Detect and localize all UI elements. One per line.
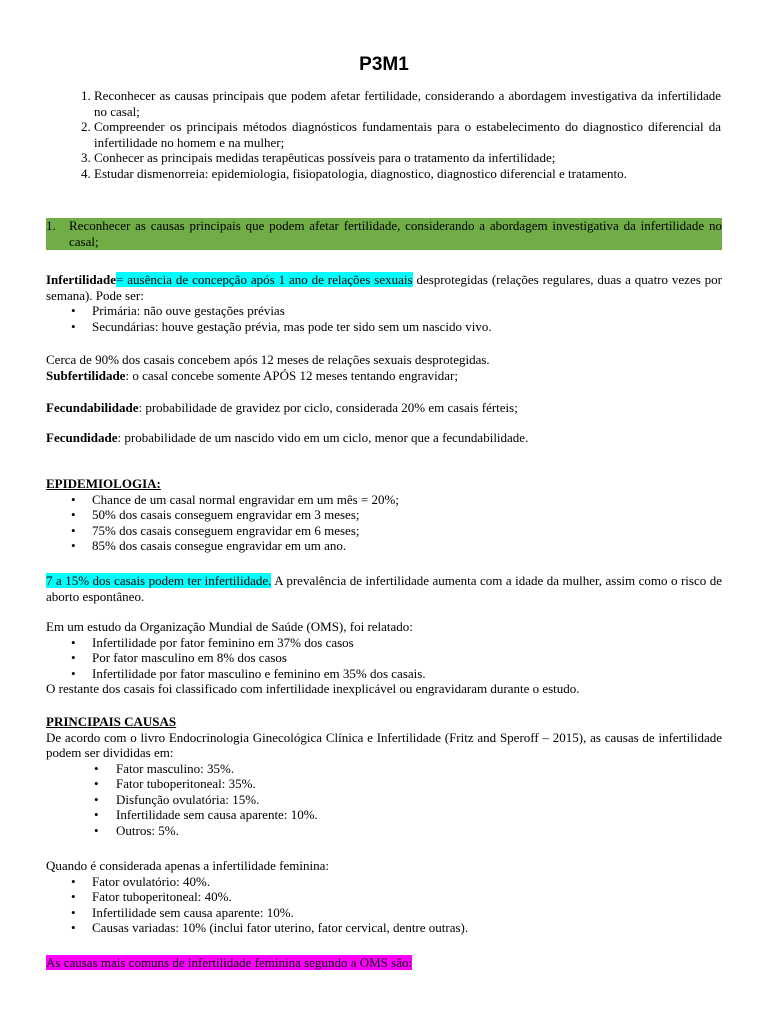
fecundity-paragraph: [46, 430, 722, 446]
female-causes-list: [46, 874, 722, 936]
prevalence-paragraph: [46, 573, 722, 604]
epidemiology-section: [46, 476, 722, 554]
list-item: • Infertilidade sem causa aparente: 10%.: [46, 905, 722, 921]
section-1-heading: [46, 218, 722, 250]
definition-paragraph: [46, 272, 722, 303]
oms-common-causes: [46, 955, 722, 971]
list-item: • Fator masculino: 35%.: [46, 761, 722, 777]
epidemiology-list: [46, 492, 722, 554]
oms-list: [46, 635, 722, 682]
term-infertilidade: Infertilidade: [46, 272, 117, 287]
female-intro: Quando é considerada apenas a infertilidade feminina:: [46, 858, 329, 873]
fertility-stats: [46, 352, 722, 383]
epidemiology-heading: EPIDEMIOLOGIA:: [46, 476, 161, 491]
list-item: • Fator tuboperitoneal: 35%.: [46, 776, 722, 792]
subfertility-text: : o casal concebe somente APÓS 12 meses tentando engravidar;: [125, 367, 458, 383]
list-item: • Por fator masculino em 8% dos casos: [46, 650, 722, 666]
oms-common-highlight: As causas mais comuns de infertilidade feminina segundo a OMS são:: [46, 955, 413, 970]
infertility-definition: [46, 272, 722, 334]
list-item: • Secundárias: houve gestação prévia, mas pode ter sido sem um nascido vivo.: [46, 319, 722, 335]
prevalence-highlight: 7 a 15% dos casais podem ter infertilidade.: [46, 573, 272, 588]
list-item: • 85% dos casais consegue engravidar em um ano.: [46, 538, 722, 554]
definition-rest: desprotegidas (relações regulares, duas a quatro vezes por semana). Pode ser:: [46, 272, 722, 303]
female-causes: [46, 858, 722, 936]
list-item: • 50% dos casais conseguem engravidar em 3 meses;: [46, 507, 722, 523]
list-item: • Infertilidade por fator masculino e feminino em 35% dos casais.: [46, 666, 722, 682]
goals-list: [46, 88, 721, 181]
causes-list: [46, 761, 722, 839]
term-fecundabilidade: Fecundabilidade: [46, 400, 139, 415]
infertility-types-list: [46, 303, 722, 334]
definition-highlight: = ausência de concepção após 1 ano de relações sexuais: [116, 272, 413, 287]
term-fecundidade: Fecundidade: [46, 430, 118, 445]
prevalence: [46, 573, 722, 604]
goal-item: 4. Estudar dismenorreia: epidemiologia, fisiopatologia, diagnostico, diagnostico diferencial e tratamento.: [94, 166, 721, 182]
fecundity-text: : probabilidade de um nascido vido em um ciclo, menor que a fecundabilidade.: [117, 430, 529, 445]
causes-section: [46, 714, 722, 838]
ninety-percent-text: Cerca de 90% dos casais concebem após 12 meses de relações sexuais desprotegidas.: [46, 352, 490, 367]
goal-item: 2. Compreender os principais métodos diagnósticos fundamentais para o estabelecimento do diagnostico diferencial da infertilidade no homem e na mulher;: [94, 119, 721, 150]
list-item: • Fator tuboperitoneal: 40%.: [46, 889, 722, 905]
list-item: • Infertilidade sem causa aparente: 10%.: [46, 807, 722, 823]
oms-intro: Em um estudo da Organização Mundial de Saúde (OMS), foi relatado:: [46, 619, 413, 634]
fecundability: [46, 400, 722, 416]
fecundability-paragraph: [46, 400, 722, 416]
oms-rest: O restante dos casais foi classificado com infertilidade inexplicável ou engravidaram durante o estudo.: [46, 681, 580, 696]
list-item: • Causas variadas: 10% (inclui fator uterino, fator cervical, dentre outras).: [46, 920, 722, 936]
oms-study: [46, 619, 722, 697]
causes-heading: PRINCIPAIS CAUSAS: [46, 714, 177, 729]
page-title: P3M1: [359, 54, 409, 75]
list-item: • Outros: 5%.: [46, 823, 722, 839]
section-number: 1.: [46, 218, 56, 233]
subfertility-paragraph: [46, 368, 722, 384]
list-item: • Infertilidade por fator feminino em 37% dos casos: [46, 635, 722, 651]
causes-intro: De acordo com o livro Endocrinologia Ginecológica Clínica e Infertilidade (Fritz and Speroff – 2015), as causas de infertilidade podem ser divididas em:: [46, 729, 722, 760]
list-item: • Chance de um casal normal engravidar em um mês = 20%;: [46, 492, 722, 508]
section-title: Reconhecer as causas principais que podem afetar fertilidade, considerando a abordagem investigativa da infertilidade no casal;: [69, 218, 722, 249]
fecundity: [46, 430, 722, 446]
list-item: • 75% dos casais conseguem engravidar em 6 meses;: [46, 523, 722, 539]
list-item: • Disfunção ovulatória: 15%.: [46, 792, 722, 808]
list-item: • Fator ovulatório: 40%.: [46, 874, 722, 890]
list-item: • Primária: não ouve gestações prévias: [46, 303, 722, 319]
term-subfertilidade: Subfertilidade: [46, 367, 126, 383]
goal-item: 3. Conhecer as principais medidas terapêuticas possíveis para o tratamento da infertilidade;: [94, 150, 721, 166]
fecundability-text: : probabilidade de gravidez por ciclo, considerada 20% em casais férteis;: [138, 400, 518, 415]
goal-item: 1. Reconhecer as causas principais que podem afetar fertilidade, considerando a abordagem investigativa da infertilidade no casal;: [94, 88, 721, 119]
prevalence-rest: A prevalência de infertilidade aumenta com a idade da mulher, assim como o risco de aborto espontâneo.: [46, 573, 722, 604]
